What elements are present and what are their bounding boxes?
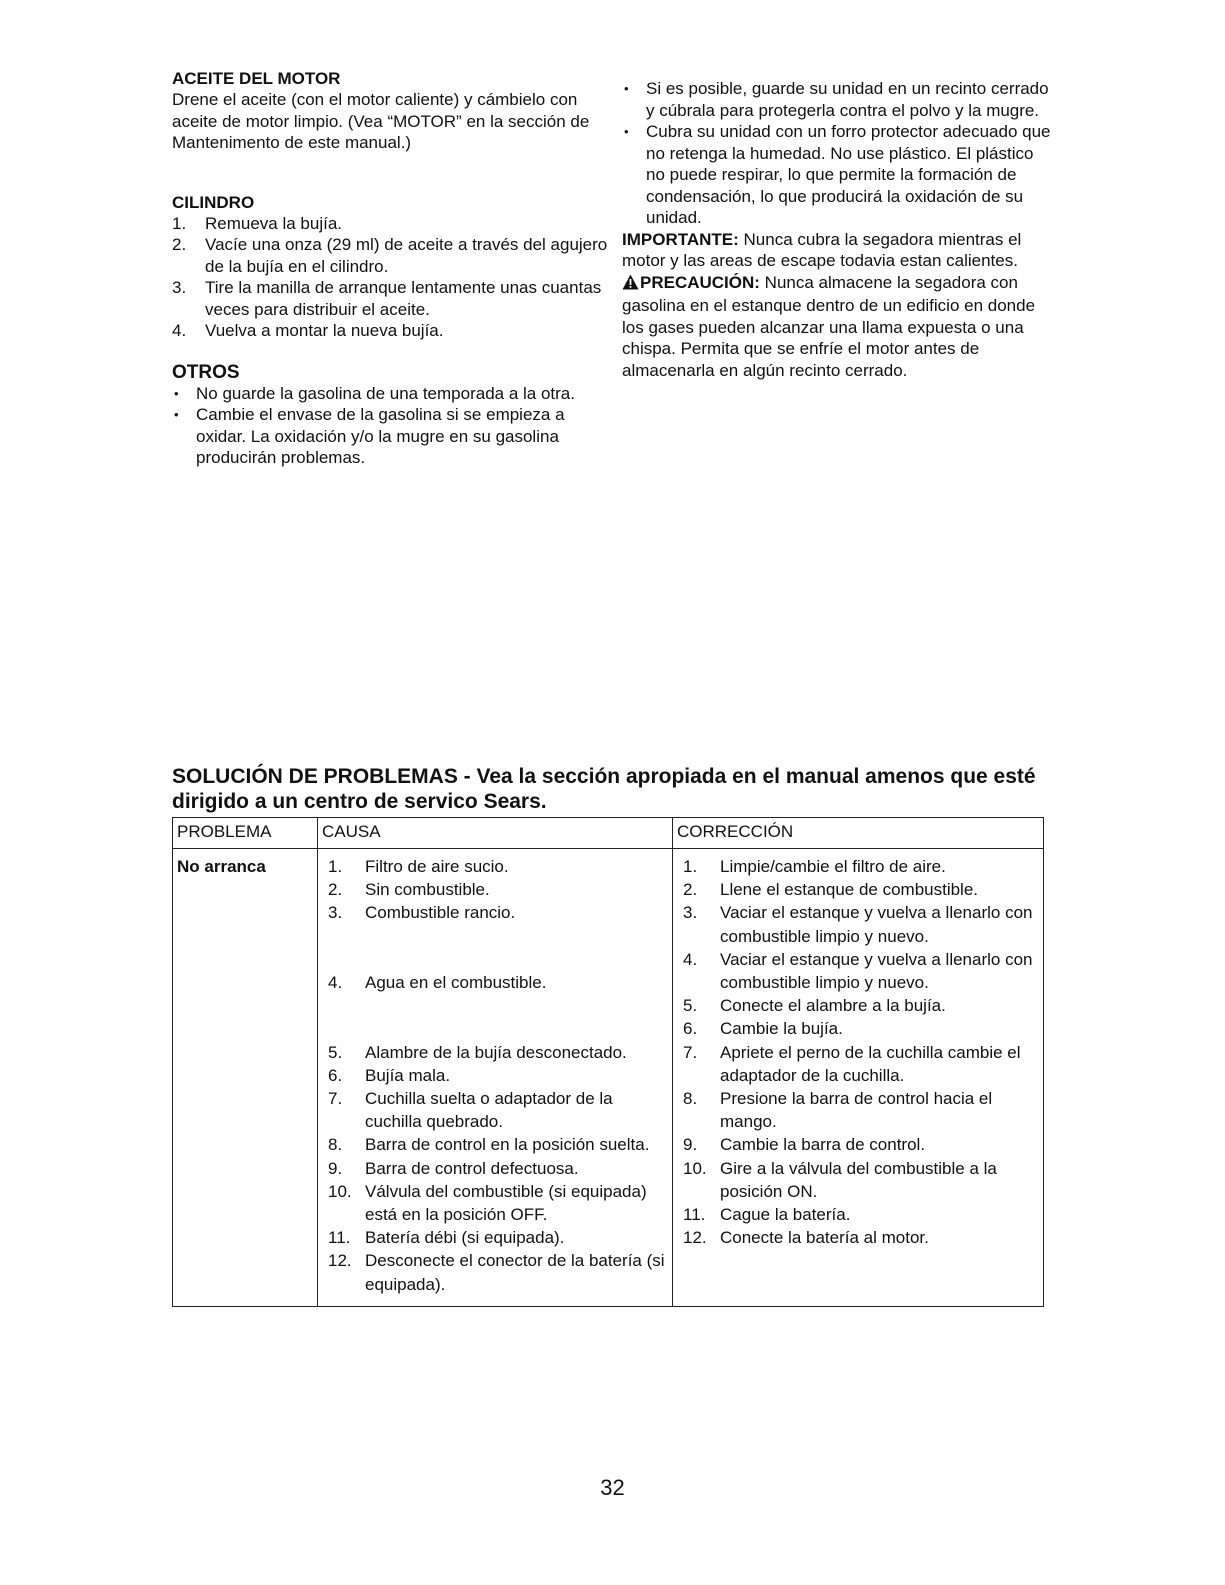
cause-item: 7. Cuchilla suelta o adaptador de la cuchilla quebrado.: [328, 1089, 613, 1132]
cilindro-heading: CILINDRO: [172, 192, 255, 212]
cause-item: 1. Filtro de aire sucio.: [328, 857, 509, 876]
cause-item: 11. Batería débi (si equipada).: [328, 1228, 565, 1248]
table-header-row: [173, 818, 1044, 849]
header-correccion: CORRECCIÓN: [673, 818, 1044, 849]
table-row: [173, 849, 1044, 1307]
importante-note: IMPORTANTE: Nunca cubra la segadora mientras el motor y las areas de escape todavia estan calientes.: [622, 229, 1022, 270]
list-item: • Si es posible, guarde su unidad en un recinto cerrado y cúbrala para protegerla contra el polvo y la mugre.: [624, 79, 1049, 120]
correction-item: 1. Limpie/cambie el filtro de aire.: [683, 857, 946, 876]
problem-cell: No arranca: [173, 849, 318, 1307]
list-item: 4. Vuelva a montar la nueva bujía.: [172, 321, 444, 340]
cause-item: 12. Desconecte el conector de la batería (si equipada).: [328, 1251, 665, 1294]
warning-triangle-icon: [622, 274, 639, 296]
troubleshooting-title: SOLUCIÓN DE PROBLEMAS - Vea la sección apropiada en el manual amenos que esté dirigido a un centro de servico Sears.: [172, 765, 1036, 813]
storage-bullets: [622, 78, 1052, 229]
correction-cell: [673, 849, 1044, 1307]
cause-cell: [318, 849, 673, 1307]
otros-bullets: [172, 383, 612, 469]
otros-heading: OTROS: [172, 361, 240, 383]
list-item: 2. Vacíe una onza (29 ml) de aceite a través del agujero de la bujía en el cilindro.: [172, 235, 608, 276]
precaucion-note: PRECAUCIÓN: Nunca almacene la segadora con gasolina en el estanque dentro de un edificio en donde los gases pueden alcanzar una llama expuesta o una chispa. Permita que se enfríe el motor antes de almacenarla en algún recinto cerrado.: [622, 272, 1036, 380]
header-causa: CAUSA: [318, 818, 673, 849]
header-problema: PROBLEMA: [173, 818, 318, 849]
list-item: • Cambie el envase de la gasolina si se empieza a oxidar. La oxidación y/o la mugre en su gasolina producirán problemas.: [174, 405, 565, 467]
correction-item: 12. Conecte la batería al motor.: [683, 1228, 929, 1248]
list-item: 3. Tire la manilla de arranque lentamente unas cuantas veces para distribuir el aceite.: [172, 278, 602, 319]
cause-list: [328, 855, 668, 1296]
correction-item: 7. Apriete el perno de la cuchilla cambie el adaptador de la cuchilla.: [683, 1042, 1021, 1085]
right-column: [622, 78, 1052, 381]
correction-item: 2. Llene el estanque de combustible.: [683, 880, 979, 900]
cause-item: 6. Bujía mala.: [328, 1065, 451, 1085]
cause-item: 8. Barra de control en la posición suelta.: [328, 1135, 650, 1155]
list-item: • Cubra su unidad con un forro protector adecuado que no retenga la humedad. No use plástico. El plástico no puede respirar, lo que permite la formación de condensación, lo que producirá la oxidación de su unidad.: [624, 122, 1051, 227]
cilindro-steps: [172, 213, 612, 342]
correction-item: 9. Cambie la barra de control.: [683, 1135, 926, 1155]
correction-item: 10. Gire a la válvula del combustible a la posición ON.: [683, 1158, 997, 1201]
list-item: 1. Remueva la bujía.: [172, 213, 343, 233]
cause-item: 4. Agua en el combustible.: [328, 973, 547, 992]
cause-item: 2. Sin combustible.: [328, 880, 490, 900]
correction-item: 5. Conecte el alambre a la bujía.: [683, 996, 946, 1016]
correction-item: 4. Vaciar el estanque y vuelva a llenarlo con combustible limpio y nuevo.: [683, 949, 1033, 993]
cause-item: 10. Válvula del combustible (si equipada) está en la posición OFF.: [328, 1181, 647, 1225]
cause-item: 5. Alambre de la bujía desconectado.: [328, 1042, 627, 1062]
page-number: 32: [600, 1475, 625, 1500]
list-item: • No guarde la gasolina de una temporada a la otra.: [174, 383, 575, 403]
aceite-heading: ACEITE DEL MOTOR: [172, 69, 341, 88]
correction-list: [683, 855, 1039, 1249]
correction-item: 3. Vaciar el estanque y vuelva a llenarlo con combustible limpio y nuevo.: [683, 903, 1033, 946]
left-column: [172, 68, 612, 469]
correction-item: 6. Cambie la bujía.: [683, 1019, 843, 1039]
cause-item: 3. Combustible rancio.: [328, 903, 516, 923]
troubleshooting-table: [172, 817, 1044, 1307]
cause-item: 9. Barra de control defectuosa.: [328, 1158, 579, 1178]
correction-item: 8. Presione la barra de control hacia el mango.: [683, 1089, 993, 1132]
correction-item: 11. Cague la batería.: [683, 1205, 851, 1225]
aceite-text: Drene el aceite (con el motor caliente) y cámbielo con aceite de motor limpio. (Vea “MOTOR” en la sección de Mantenimento de este manual.): [172, 90, 590, 152]
